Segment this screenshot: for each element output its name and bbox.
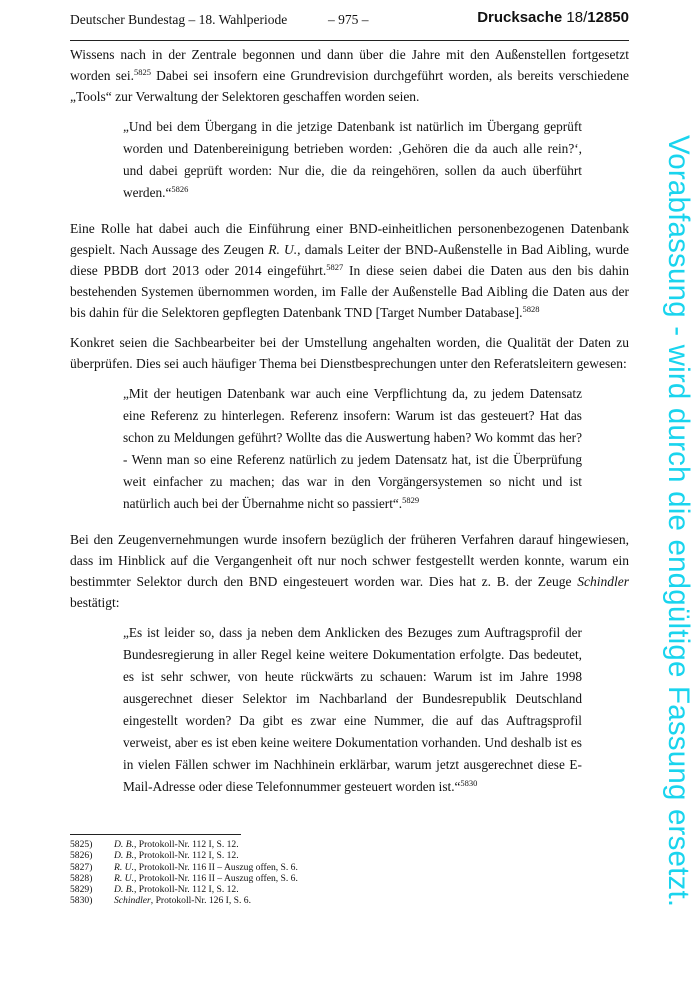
footnote-reference: , Protokoll-Nr. 116 II – Auszug offen, S. 6. xyxy=(133,872,298,884)
footnote-ref-5825[interactable]: 5825 xyxy=(133,67,151,77)
paragraph-2-text-a: Eine Rolle hat dabei auch die Einführung einer BND-einheitlichen personenbezogenen Datenbank gespielt. Nach Aussage des Zeugen xyxy=(70,221,629,257)
footnote-item xyxy=(70,895,470,906)
footnote-item xyxy=(70,850,470,861)
paragraph-2-text-c: In diese seien dabei die Daten aus den bis dahin bestehenden Systemen übernommen worden, im Falle der Außenstelle Bad Aibling die Daten aus der bis dahin für die Selektoren gepflegten Datenbank TND [Target Number Database]. xyxy=(70,263,630,320)
footnote-ref-5826[interactable]: 5826 xyxy=(171,184,189,194)
footnote-reference: , Protokoll-Nr. 112 I, S. 12. xyxy=(133,850,239,862)
quote-1-text: „Und bei dem Übergang in die jetzige Datenbank ist natürlich im Übergang geprüft worden und Datenbereinigung betrieben worden: ‚Gehören die da auch alle rein?‘, und dabei geprüft worden: Nur die, die da reingehören, sollen da auch überführt werden.“ xyxy=(123,119,582,200)
quote-3 xyxy=(123,622,582,798)
header-drucksache-number: 12850 xyxy=(587,9,629,26)
footnote-source: R. U. xyxy=(114,861,134,873)
paragraph-1 xyxy=(70,44,629,107)
footnote-item xyxy=(70,884,470,895)
paragraph-1-text-2: Dabei sei insofern eine Grundrevision durchgeführt worden, als bereits verschiedene „Tools“ zur Verwaltung der Selektoren geschaffen worden seien. xyxy=(70,68,630,104)
header-drucksache xyxy=(477,9,629,26)
footnote-source: R. U. xyxy=(114,872,134,884)
footnote-reference: , Protokoll-Nr. 112 I, S. 12. xyxy=(133,839,239,850)
footnote-divider xyxy=(70,834,241,835)
footnote-reference: , Protokoll-Nr. 126 I, S. 6. xyxy=(150,895,251,907)
footnote-ref-5830[interactable]: 5830 xyxy=(460,778,478,788)
page-header xyxy=(70,6,629,41)
quote-3-text: „Es ist leider so, dass ja neben dem Anklicken des Bezuges zum Auftragsprofil der Bundesregierung in aller Regel keine weitere Dokumentation erfolgte. Das bedeutet, es ist sehr schwer, von heute rückwärts zu schauen: Warum ist im Jahre 1998 ausgerechnet dieser Selektor im Nachbarland der Bundesrepublik Deutschland eingestellt worden? Da gibt es zwar eine Nummer, die auf das Auftragsprofil verweist, aber es ist eben keine weitere Dokumentation vorhanden. Und deshalb ist es in vielen Fällen schwer im Nachhinein erklärbar, warum jetzt ausgerechnet diese E-Mail-Adresse oder diese Telefonnummer gesteuert worden ist.“ xyxy=(123,625,582,794)
paragraph-4-text-b: bestätigt: xyxy=(70,595,120,610)
footnote-number: 5828) xyxy=(70,872,93,884)
paragraph-4 xyxy=(70,529,629,613)
footnote-ref-5827[interactable]: 5827 xyxy=(326,262,344,272)
footnote-item xyxy=(70,839,470,850)
footnote-source: D. B. xyxy=(114,850,134,862)
header-page-number: – 975 – xyxy=(328,12,369,27)
quote-2-text: „Mit der heutigen Datenbank war auch eine Verpflichtung da, zu jedem Datensatz eine Referenz zu hinterlegen. Referenz insofern: Warum ist das gesteuert? Hat das schon zu Meldungen geführt? Wollte das die Auswertung haben? Wo kommt das her? - Wenn man so eine Referenz natürlich zu jedem Datensatz hat, ist die Überprüfung weit einfacher zu machen; das war in den Vorgängersystemen so nicht und ist natürlich auch bei der Übernahme nicht so passiert“. xyxy=(123,386,582,511)
footnote-source: Schindler xyxy=(114,895,151,907)
paragraph-3: Konkret seien die Sachbearbeiter bei der Umstellung angehalten worden, die Qualität der Daten zu überprüfen. Dies sei auch häufiger Thema bei Dienstbesprechungen unter den Referatsleitern gewesen: xyxy=(70,335,629,371)
footnote-number: 5826) xyxy=(70,850,93,862)
witness-name-ru: R. U. xyxy=(268,242,298,257)
document-body xyxy=(70,44,629,812)
quote-2 xyxy=(123,383,582,515)
footnote-number: 5829) xyxy=(70,884,93,896)
paragraph-1-text: Wissens nach in der Zentrale begonnen und dann über die Jahre mit den Außenstellen fortgesetzt worden sei. xyxy=(70,47,629,83)
draft-watermark: Vorabfassung - wird durch die endgültige Fassung ersetzt. xyxy=(662,135,695,908)
footnote-item xyxy=(70,862,470,873)
paragraph-2 xyxy=(70,218,629,323)
footnotes xyxy=(70,839,470,907)
paragraph-4-text-a: Bei den Zeugenvernehmungen wurde insofern bezüglich der früheren Verfahren darauf hingewiesen, dass im Hinblick auf die Vergangenheit oft nur noch schwer festgestellt werden konnte, warum ein bestimmter Selektor durch den BND eingesteuert worden war. Dies hat z. B. der Zeuge xyxy=(70,532,629,589)
footnote-number: 5827) xyxy=(70,861,93,873)
header-drucksache-label: Drucksache xyxy=(477,9,563,26)
footnote-reference: , Protokoll-Nr. 112 I, S. 12. xyxy=(133,884,239,896)
footnote-number: 5830) xyxy=(70,895,93,907)
footnote-source: D. B. xyxy=(114,884,134,896)
header-drucksache-prefix: 18/ xyxy=(566,9,588,26)
witness-name-schindler: Schindler xyxy=(577,574,629,589)
footnote-ref-5828[interactable]: 5828 xyxy=(522,304,540,314)
footnote-item xyxy=(70,873,470,884)
footnote-source: D. B. xyxy=(114,839,134,850)
header-parliament: Deutscher Bundestag – 18. Wahlperiode xyxy=(70,12,288,27)
quote-1 xyxy=(123,116,582,204)
paragraph-2-text-b: , damals Leiter der BND-Außenstelle in Bad Aibling, wurde diese PBDB dort 2013 oder 2014 eingeführt. xyxy=(70,242,629,278)
footnote-number: 5825) xyxy=(70,839,93,850)
footnote-reference: , Protokoll-Nr. 116 II – Auszug offen, S. 6. xyxy=(133,861,298,873)
footnote-ref-5829[interactable]: 5829 xyxy=(402,495,420,505)
